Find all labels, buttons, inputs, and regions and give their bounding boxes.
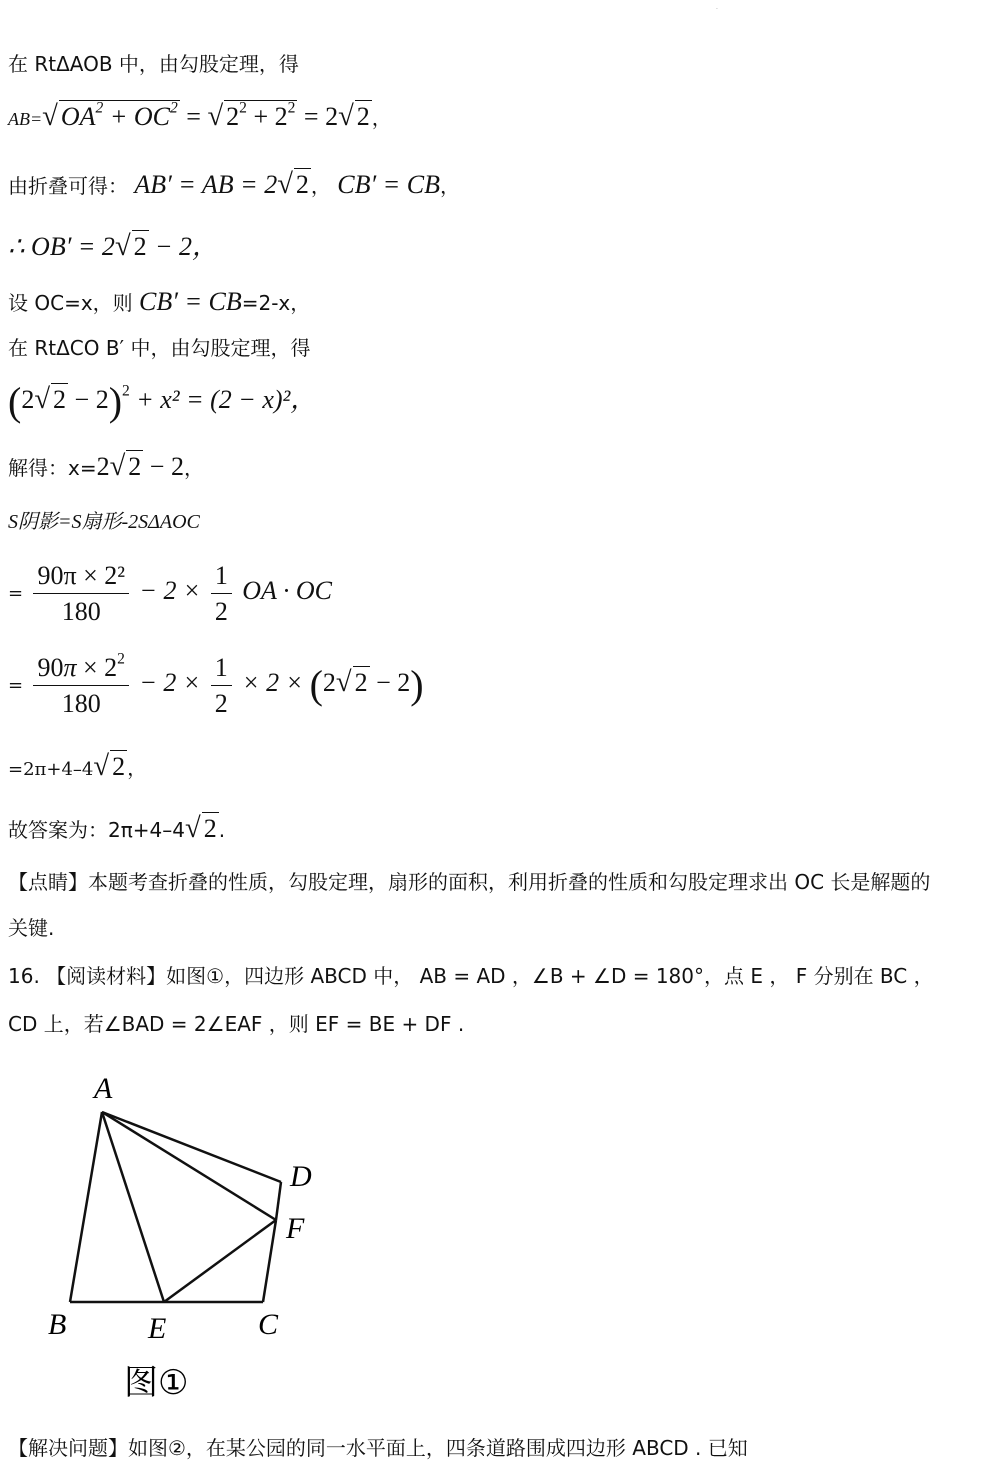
- frac-num-1: 90π × 2²: [33, 560, 129, 594]
- frac-den-1: 180: [61, 597, 101, 627]
- edge-fd: [276, 1182, 281, 1220]
- fold-math-1: AB′ = AB = 2: [134, 170, 278, 199]
- answer-text: 故答案为：2π+4–4: [8, 818, 185, 842]
- let-tail: =2-x，: [241, 291, 311, 315]
- oc-term: OC: [133, 102, 170, 131]
- edge-cf: [263, 1220, 276, 1302]
- edge-ef: [164, 1220, 276, 1302]
- formula-let: [8, 286, 310, 317]
- mid-term-2: × 2 ×: [242, 668, 304, 698]
- ob-math: ∴ OB′ = 2: [8, 232, 115, 261]
- ab-label: AB=: [8, 109, 43, 129]
- vertex-label-e: E: [148, 1312, 167, 1345]
- comment-line-2: 关键.: [8, 916, 55, 940]
- answer-line: 故答案为：2π+4–4√ 2 .: [8, 813, 226, 844]
- area-step-2: = $\frac{90\pi \times 2^2}{180}$ − 2 × $\frac{1}{2}$ × 2 × (2√ 2 − 2): [8, 650, 424, 719]
- area-formula: S阴影=S扇形-2SΔAOC: [8, 511, 200, 533]
- let-prefix: 设 OC=x，则: [8, 291, 133, 315]
- solve-prefix: 解得：x=: [8, 456, 97, 480]
- let-math: CB′ = CB: [139, 287, 242, 316]
- oa-term: OA: [60, 102, 96, 131]
- edge-ad: [102, 1112, 281, 1182]
- vertex-label-a: A: [94, 1072, 113, 1105]
- mid-term-1: − 2 ×: [139, 576, 201, 606]
- formula-ob: ∴ OB′ = 2√ 2 − 2，: [8, 231, 219, 262]
- formula-pyth: (2√ 2 − 2)$^2$ + x² = (2 − x)²，: [8, 379, 317, 424]
- pyth-tail: + x² = (2 − x)²，: [136, 384, 317, 414]
- figure-caption: 图①: [124, 1363, 189, 1403]
- vertex-label-f: F: [286, 1212, 305, 1245]
- vertex-label-d: D: [290, 1160, 312, 1193]
- vertex-label-b: B: [48, 1308, 67, 1341]
- text-line-1: 在 RtΔAOB 中，由勾股定理，得: [8, 52, 299, 76]
- figure-1: [40, 1062, 340, 1412]
- ob-tail: − 2，: [155, 232, 219, 261]
- edge-ab: [70, 1112, 102, 1302]
- two-a: 2: [226, 102, 240, 131]
- fold-prefix: 由折叠可得：: [8, 174, 128, 198]
- edge-af: [102, 1112, 276, 1220]
- formula-solve: 解得：x=2√ 2 − 2，: [8, 451, 204, 482]
- problem-16-line-2: CD 上，若∠BAD = 2∠EAF ，则 EF = BE + DF .: [8, 1012, 465, 1036]
- fold-math-2: CB′ = CB: [337, 170, 440, 199]
- vertex-label-c: C: [258, 1308, 279, 1341]
- formula-ab: AB=√ $OA^2 + OC^2$ = √ $2^2 + 2^2 = 2√$ 2 ，: [8, 99, 392, 132]
- area-result: =2π+4–4√ 2 ，: [8, 751, 148, 782]
- half-den-1: 2: [214, 597, 228, 627]
- area-step-1: = $\frac{\text{90π × 2²}}{180}$ − 2 × $\frac{1}{2}$ OA · OC: [8, 561, 333, 627]
- comment-line-1: 【点睛】本题考查折叠的性质，勾股定理，扇形的面积，利用折叠的性质和勾股定理求出 OC 长是解题的: [8, 870, 931, 894]
- edge-ae: [102, 1112, 164, 1302]
- oa-oc-term: OA · OC: [242, 576, 333, 606]
- text-line-6: 在 RtΔCO B′ 中，由勾股定理，得: [8, 336, 311, 360]
- stray-dot: .: [716, 4, 718, 11]
- result-text: =2π+4–4: [8, 759, 94, 780]
- problem-16-line-3: 【解决问题】如图②，在某公园的同一水平面上，四条道路围成四边形 ABCD . 已知: [8, 1436, 748, 1460]
- half-num-1: 1: [211, 560, 232, 594]
- problem-16-line-1: 16. 【阅读材料】如图①，四边形 ABCD 中， AB = AD ，∠B + ∠D = 180°，点 E ， F 分别在 BC ，: [8, 964, 934, 988]
- formula-fold: 由折叠可得： AB′ = AB = 2√ 2 ， CB′ = CB，: [8, 169, 460, 200]
